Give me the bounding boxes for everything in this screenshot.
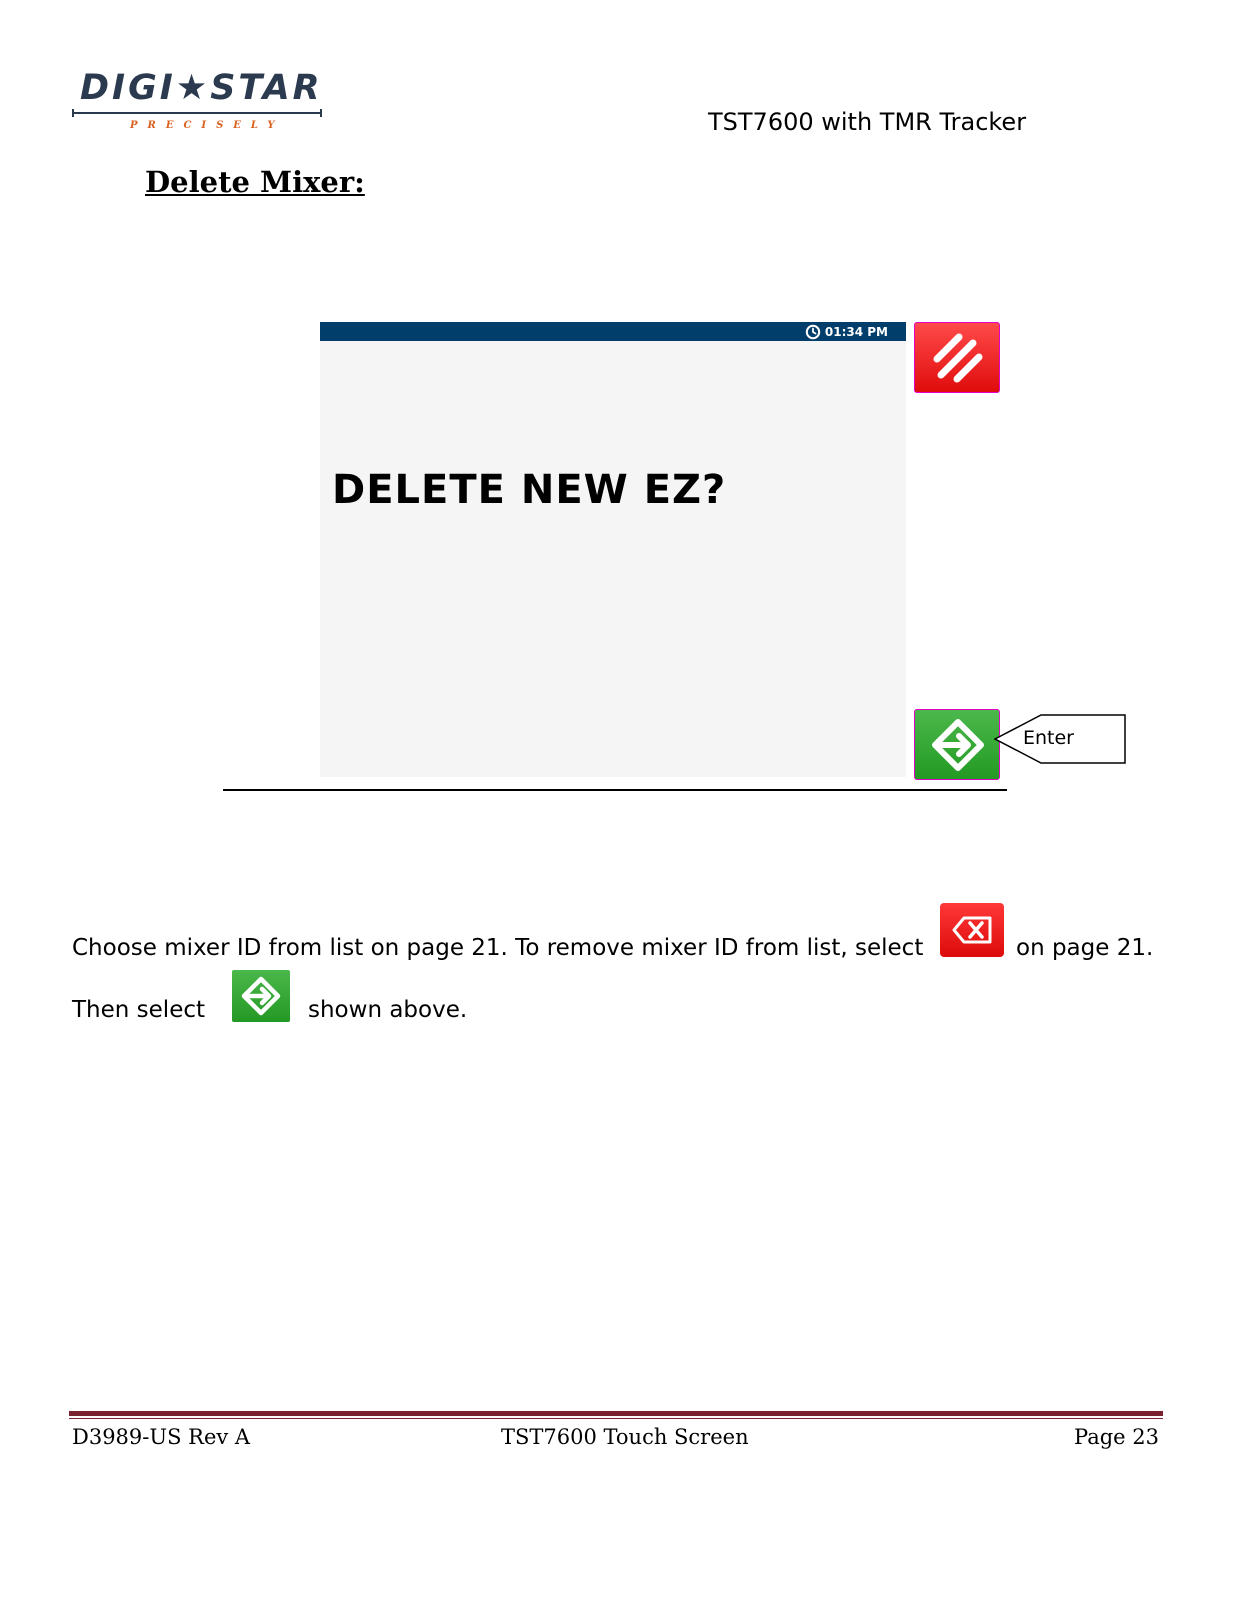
status-bar xyxy=(320,322,906,341)
footer-rule xyxy=(69,1411,1163,1416)
footer-title: TST7600 Touch Screen xyxy=(501,1425,749,1449)
footer-doc-id: D3989-US Rev A xyxy=(72,1425,251,1449)
logo-tagline: PRECISELY xyxy=(130,120,285,131)
document-header-title: TST7600 with TMR Tracker xyxy=(708,108,1027,136)
logo-rule xyxy=(72,112,322,114)
cancel-slash-icon xyxy=(915,323,1001,394)
enter-callout-label: Enter xyxy=(1023,727,1074,749)
instruction-line-2: Then select xyxy=(72,997,206,1023)
digistar-logo xyxy=(72,68,322,138)
clock-time: 01:34 PM xyxy=(824,324,888,339)
cancel-button[interactable] xyxy=(914,322,1000,393)
footer-rule-thin xyxy=(69,1418,1163,1419)
figure-divider xyxy=(223,789,1007,791)
device-screen xyxy=(320,322,906,777)
footer-page-number: Page 23 xyxy=(1074,1425,1159,1449)
clock-icon xyxy=(805,324,821,340)
delete-prompt: DELETE NEW EZ? xyxy=(332,467,727,513)
delete-x-icon xyxy=(940,903,1004,957)
logo-wordmark: DIGI★STAR xyxy=(80,68,323,108)
instruction-line-1: Choose mixer ID from list on page 21. To remove mixer ID from list, select xyxy=(72,935,924,961)
enter-arrow-icon xyxy=(232,970,290,1022)
enter-arrow-icon xyxy=(915,710,1001,781)
enter-button[interactable] xyxy=(914,709,1000,780)
status-clock xyxy=(805,323,888,340)
instruction-line-1-end: on page 21. xyxy=(1016,935,1154,961)
section-title: Delete Mixer: xyxy=(145,165,365,199)
instruction-line-2-end: shown above. xyxy=(308,997,468,1023)
